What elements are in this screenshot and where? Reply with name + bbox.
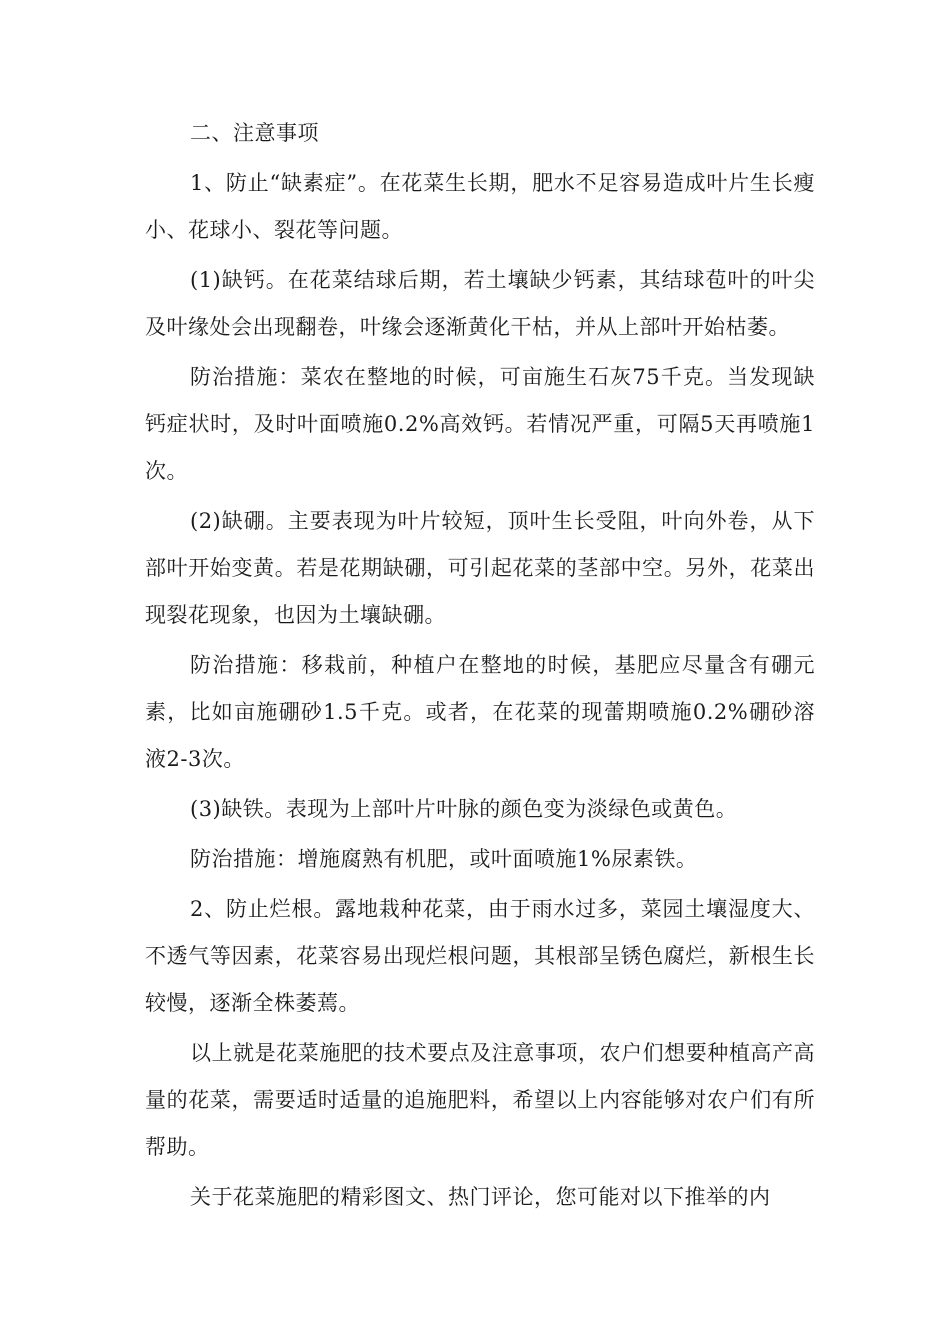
paragraph-calcium-treatment: 防治措施：菜农在整地的时候，可亩施生石灰75千克。当发现缺钙症状时，及时叶面喷施0.2%高效钙。若情况严重，可隔5天再喷施1次。 [145, 365, 815, 483]
paragraph-boron-treatment: 防治措施：移栽前，种植户在整地的时候，基肥应尽量含有硼元素，比如亩施硼砂1.5千克。或者，在花菜的现蕾期喷施0.2%硼砂溶液2-3次。 [145, 653, 815, 771]
paragraph-deficiency-intro: 1、防止“缺素症”。在花菜生长期，肥水不足容易造成叶片生长瘦小、花球小、裂花等问题。 [145, 171, 815, 242]
paragraph-summary: 以上就是花菜施肥的技术要点及注意事项，农户们想要种植高产高量的花菜，需要适时适量的追施肥料，希望以上内容能够对农户们有所帮助。 [145, 1041, 815, 1159]
paragraph-iron-deficiency: (3)缺铁。表现为上部叶片叶脉的颜色变为淡绿色或黄色。 [190, 797, 738, 821]
paragraph-root-rot: 2、防止烂根。露地栽种花菜，由于雨水过多，菜园土壤湿度大、不透气等因素，花菜容易出现烂根问题，其根部呈锈色腐烂，新根生长较慢，逐渐全株萎蔫。 [145, 897, 815, 1015]
document-body [145, 110, 815, 1221]
paragraph-calcium-deficiency: (1)缺钙。在花菜结球后期，若土壤缺少钙素，其结球苞叶的叶尖及叶缘处会出现翻卷，叶缘会逐渐黄化干枯，并从上部叶开始枯萎。 [145, 268, 815, 339]
paragraph-related: 关于花菜施肥的精彩图文、热门评论，您可能对以下推举的内 [190, 1185, 771, 1209]
section-heading: 二、注意事项 [190, 121, 319, 145]
paragraph-boron-deficiency: (2)缺硼。主要表现为叶片较短，顶叶生长受阻，叶向外卷，从下部叶开始变黄。若是花期缺硼，可引起花菜的茎部中空。另外，花菜出现裂花现象，也因为土壤缺硼。 [145, 509, 815, 627]
paragraph-iron-treatment: 防治措施：增施腐熟有机肥，或叶面喷施1%尿素铁。 [190, 847, 698, 871]
